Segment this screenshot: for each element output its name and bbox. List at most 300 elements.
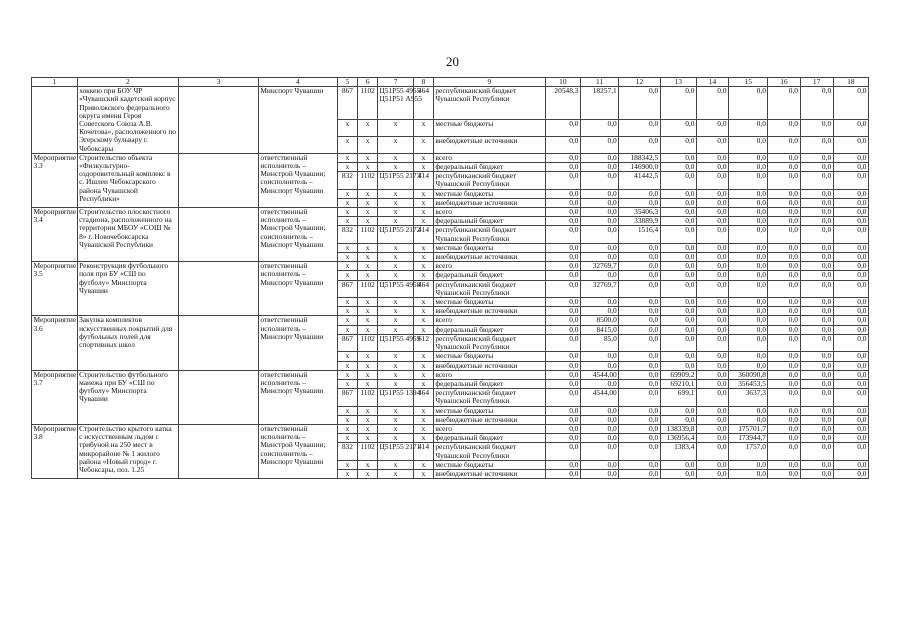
grbs-cell: x (337, 316, 358, 325)
amount-cell: 0,0 (729, 469, 768, 478)
expense-type-cell: x (414, 262, 434, 271)
amount-cell: 0,0 (660, 361, 696, 370)
amount-cell: 0,0 (619, 443, 660, 460)
amount-cell: 0,0 (619, 316, 660, 325)
grbs-cell: x (337, 370, 358, 379)
amount-cell: 0,0 (545, 262, 580, 271)
funding-source-cell: федеральный бюджет (433, 434, 545, 443)
funding-source-cell: местные бюджеты (433, 189, 545, 198)
expense-type-cell: x (414, 361, 434, 370)
section-cell: x (358, 406, 378, 415)
expense-type-cell: x (414, 307, 434, 316)
section-cell: x (358, 136, 378, 153)
amount-cell: 0,0 (619, 253, 660, 262)
funding-source-cell: внебюджетные источники (433, 307, 545, 316)
amount-cell: 0,0 (729, 406, 768, 415)
amount-cell: 0,0 (545, 136, 580, 153)
grbs-cell: x (337, 163, 358, 172)
amount-cell: 0,0 (619, 334, 660, 351)
funding-source-cell: местные бюджеты (433, 460, 545, 469)
amount-cell: 4544,00 (580, 370, 618, 379)
amount-cell: 0,0 (660, 189, 696, 198)
funding-source-cell: местные бюджеты (433, 119, 545, 136)
amount-cell: 0,0 (833, 163, 868, 172)
amount-cell: 0,0 (619, 280, 660, 297)
executor-cell: ответственный исполнитель – Минстрой Чувашии; соисполнитель – Минспорт Чувашии (258, 208, 337, 262)
amount-cell: 20548,3 (545, 87, 580, 119)
amount-cell: 0,0 (800, 280, 833, 297)
grbs-cell: x (337, 434, 358, 443)
amount-cell: 0,0 (545, 415, 580, 424)
section-cell: x (358, 262, 378, 271)
grbs-cell: 832 (337, 172, 358, 189)
amount-cell: 0,0 (545, 226, 580, 243)
amount-cell: 0,0 (729, 253, 768, 262)
amount-cell: 0,0 (768, 424, 800, 433)
target-article-cell: Ц51Р55 2171 (377, 443, 413, 460)
amount-cell: 0,0 (660, 217, 696, 226)
amount-cell: 0,0 (729, 163, 768, 172)
table-row (32, 87, 869, 119)
amount-cell: 0,0 (580, 163, 618, 172)
amount-cell: 0,0 (696, 280, 728, 297)
amount-cell: 0,0 (729, 352, 768, 361)
amount-cell: 32769,7 (580, 262, 618, 271)
table-body (32, 87, 869, 479)
amount-cell: 0,0 (660, 153, 696, 162)
expense-type-cell: x (414, 119, 434, 136)
amount-cell: 0,0 (660, 298, 696, 307)
section-cell: x (358, 208, 378, 217)
amount-cell: 0,0 (833, 198, 868, 207)
amount-cell: 0,0 (619, 189, 660, 198)
amount-cell: 0,0 (545, 406, 580, 415)
section-cell: x (358, 361, 378, 370)
amount-cell: 0,0 (545, 172, 580, 189)
funding-source-cell: республиканский бюджет Чувашской Республики (433, 172, 545, 189)
grbs-cell: x (337, 424, 358, 433)
amount-cell: 0,0 (800, 243, 833, 252)
amount-cell: 0,0 (545, 434, 580, 443)
expense-type-cell: x (414, 189, 434, 198)
amount-cell: 0,0 (833, 217, 868, 226)
amount-cell: 8500,0 (580, 316, 618, 325)
header-cell: 12 (619, 78, 660, 87)
amount-cell: 0,0 (545, 460, 580, 469)
amount-cell: 0,0 (580, 198, 618, 207)
grbs-cell: x (337, 460, 358, 469)
executor-cell: Минспорт Чувашии (258, 87, 337, 154)
amount-cell: 0,0 (768, 87, 800, 119)
target-article-cell: x (377, 253, 413, 262)
grbs-cell: x (337, 352, 358, 361)
amount-cell: 0,0 (833, 271, 868, 280)
amount-cell: 0,0 (545, 307, 580, 316)
amount-cell: 0,0 (545, 271, 580, 280)
amount-cell: 0,0 (660, 163, 696, 172)
section-cell: x (358, 370, 378, 379)
amount-cell: 0,0 (833, 119, 868, 136)
amount-cell: 0,0 (696, 271, 728, 280)
target-article-cell: Ц51Р55 2172 (377, 226, 413, 243)
amount-cell: 0,0 (580, 415, 618, 424)
amount-cell: 146900,0 (619, 163, 660, 172)
section-cell: x (358, 163, 378, 172)
amount-cell: 0,0 (545, 424, 580, 433)
target-article-cell: x (377, 361, 413, 370)
expense-type-cell: x (414, 406, 434, 415)
amount-cell: 0,0 (768, 389, 800, 406)
amount-cell: 0,0 (696, 325, 728, 334)
target-article-cell: x (377, 298, 413, 307)
section-cell: x (358, 271, 378, 280)
amount-cell: 0,0 (696, 424, 728, 433)
target-article-cell: x (377, 307, 413, 316)
grbs-cell: 832 (337, 443, 358, 460)
grbs-cell: x (337, 361, 358, 370)
amount-cell: 0,0 (800, 163, 833, 172)
measure-cell: Мероприятие 3.6 (32, 316, 78, 370)
amount-cell: 0,0 (545, 370, 580, 379)
amount-cell: 0,0 (660, 243, 696, 252)
header-cell: 1 (32, 78, 78, 87)
amount-cell: 0,0 (696, 198, 728, 207)
expense-type-cell: x (414, 136, 434, 153)
col3-cell (179, 208, 259, 262)
amount-cell: 0,0 (800, 189, 833, 198)
amount-cell: 0,0 (729, 298, 768, 307)
grbs-cell: x (337, 379, 358, 388)
measure-name-cell: Реконструкция футбольного поля при БУ «СШ по футболу» Минспорта Чувашии (77, 262, 179, 316)
amount-cell: 0,0 (580, 153, 618, 162)
amount-cell: 0,0 (580, 136, 618, 153)
amount-cell: 0,0 (729, 208, 768, 217)
measure-name-cell: Строительство объекта «Физкультурно-оздоровительный комплекс в с. Ишлеи Чебоксарского района Чувашской Республики» (77, 153, 179, 207)
amount-cell: 0,0 (833, 434, 868, 443)
amount-cell: 0,0 (768, 208, 800, 217)
amount-cell: 138339,8 (660, 424, 696, 433)
amount-cell: 0,0 (580, 307, 618, 316)
amount-cell: 0,0 (580, 379, 618, 388)
grbs-cell: x (337, 325, 358, 334)
amount-cell: 0,0 (660, 415, 696, 424)
header-cell: 2 (77, 78, 179, 87)
amount-cell: 0,0 (768, 415, 800, 424)
target-article-cell: x (377, 136, 413, 153)
funding-source-cell: всего (433, 153, 545, 162)
funding-source-cell: федеральный бюджет (433, 271, 545, 280)
amount-cell: 0,0 (800, 370, 833, 379)
col3-cell (179, 153, 259, 207)
amount-cell: 0,0 (768, 217, 800, 226)
amount-cell: 0,0 (833, 424, 868, 433)
amount-cell: 0,0 (833, 361, 868, 370)
amount-cell: 0,0 (833, 243, 868, 252)
amount-cell: 0,0 (660, 280, 696, 297)
header-cell: 6 (358, 78, 378, 87)
amount-cell: 0,0 (800, 262, 833, 271)
amount-cell: 0,0 (619, 415, 660, 424)
amount-cell: 0,0 (580, 253, 618, 262)
amount-cell: 0,0 (696, 119, 728, 136)
amount-cell: 0,0 (660, 253, 696, 262)
amount-cell: 0,0 (833, 298, 868, 307)
amount-cell: 0,0 (545, 119, 580, 136)
amount-cell: 0,0 (580, 243, 618, 252)
amount-cell: 0,0 (660, 226, 696, 243)
section-cell: x (358, 298, 378, 307)
amount-cell: 0,0 (729, 361, 768, 370)
amount-cell: 0,0 (660, 469, 696, 478)
target-article-cell: x (377, 469, 413, 478)
amount-cell: 0,0 (729, 226, 768, 243)
expense-type-cell: x (414, 460, 434, 469)
amount-cell: 0,0 (729, 262, 768, 271)
amount-cell: 0,0 (800, 298, 833, 307)
amount-cell: 0,0 (833, 370, 868, 379)
section-cell: x (358, 424, 378, 433)
amount-cell: 0,0 (545, 389, 580, 406)
target-article-cell: x (377, 243, 413, 252)
target-article-cell: x (377, 217, 413, 226)
amount-cell: 0,0 (696, 243, 728, 252)
amount-cell: 0,0 (768, 153, 800, 162)
grbs-cell: 867 (337, 280, 358, 297)
header-cell: 10 (545, 78, 580, 87)
amount-cell: 0,0 (833, 415, 868, 424)
target-article-cell: x (377, 460, 413, 469)
grbs-cell: x (337, 198, 358, 207)
expense-type-cell: 414 (414, 172, 434, 189)
section-cell: x (358, 189, 378, 198)
amount-cell: 0,0 (660, 208, 696, 217)
section-cell: x (358, 434, 378, 443)
expense-type-cell: x (414, 271, 434, 280)
amount-cell: 175701,7 (729, 424, 768, 433)
amount-cell: 0,0 (768, 136, 800, 153)
amount-cell: 0,0 (800, 460, 833, 469)
amount-cell: 0,0 (696, 389, 728, 406)
amount-cell: 0,0 (800, 434, 833, 443)
amount-cell: 0,0 (619, 87, 660, 119)
amount-cell: 356453,5 (729, 379, 768, 388)
amount-cell: 0,0 (800, 87, 833, 119)
amount-cell: 0,0 (545, 352, 580, 361)
funding-source-cell: республиканский бюджет Чувашской Республики (433, 334, 545, 351)
expense-type-cell: 414 (414, 226, 434, 243)
amount-cell: 0,0 (696, 87, 728, 119)
expense-type-cell: x (414, 415, 434, 424)
amount-cell: 0,0 (800, 226, 833, 243)
amount-cell: 0,0 (729, 271, 768, 280)
expense-type-cell: x (414, 163, 434, 172)
amount-cell: 0,0 (729, 172, 768, 189)
funding-source-cell: федеральный бюджет (433, 379, 545, 388)
amount-cell: 0,0 (545, 208, 580, 217)
amount-cell: 136956,4 (660, 434, 696, 443)
expense-type-cell: x (414, 434, 434, 443)
funding-source-cell: республиканский бюджет Чувашской Республики (433, 443, 545, 460)
amount-cell: 0,0 (696, 316, 728, 325)
section-cell: x (358, 253, 378, 262)
amount-cell: 0,0 (580, 226, 618, 243)
amount-cell: 0,0 (833, 87, 868, 119)
amount-cell: 0,0 (833, 136, 868, 153)
col3-cell (179, 87, 259, 154)
amount-cell: 0,0 (580, 469, 618, 478)
amount-cell: 0,0 (800, 119, 833, 136)
measure-name-cell: Закупка комплектов искусственных покрытий для футбольных полей для спортивных школ (77, 316, 179, 370)
amount-cell: 0,0 (768, 361, 800, 370)
amount-cell: 0,0 (545, 379, 580, 388)
amount-cell: 360090,8 (729, 370, 768, 379)
amount-cell: 0,0 (660, 198, 696, 207)
amount-cell: 0,0 (580, 119, 618, 136)
amount-cell: 0,0 (619, 198, 660, 207)
amount-cell: 0,0 (768, 271, 800, 280)
amount-cell: 0,0 (833, 443, 868, 460)
amount-cell: 0,0 (696, 163, 728, 172)
amount-cell: 0,0 (696, 217, 728, 226)
amount-cell: 0,0 (696, 262, 728, 271)
amount-cell: 8415,0 (580, 325, 618, 334)
amount-cell: 0,0 (696, 469, 728, 478)
amount-cell: 0,0 (660, 119, 696, 136)
amount-cell: 0,0 (800, 198, 833, 207)
col3-cell (179, 316, 259, 370)
amount-cell: 0,0 (619, 469, 660, 478)
expense-type-cell: x (414, 198, 434, 207)
amount-cell: 0,0 (768, 406, 800, 415)
amount-cell: 0,0 (660, 460, 696, 469)
section-cell: 1102 (358, 87, 378, 119)
target-article-cell: x (377, 379, 413, 388)
funding-source-cell: внебюджетные источники (433, 198, 545, 207)
amount-cell: 0,0 (696, 434, 728, 443)
target-article-cell: x (377, 163, 413, 172)
amount-cell: 0,0 (580, 434, 618, 443)
funding-source-cell: республиканский бюджет Чувашской Республики (433, 226, 545, 243)
grbs-cell: x (337, 253, 358, 262)
amount-cell: 0,0 (619, 361, 660, 370)
amount-cell: 0,0 (800, 271, 833, 280)
amount-cell: 0,0 (768, 334, 800, 351)
amount-cell: 0,0 (800, 469, 833, 478)
expense-type-cell: 464 (414, 87, 434, 119)
amount-cell: 0,0 (768, 262, 800, 271)
grbs-cell: x (337, 119, 358, 136)
amount-cell: 18257,1 (580, 87, 618, 119)
header-cell: 9 (433, 78, 545, 87)
amount-cell: 0,0 (768, 298, 800, 307)
amount-cell: 0,0 (696, 172, 728, 189)
amount-cell: 0,0 (619, 434, 660, 443)
amount-cell: 0,0 (768, 370, 800, 379)
amount-cell: 0,0 (580, 406, 618, 415)
amount-cell: 0,0 (619, 325, 660, 334)
funding-source-cell: всего (433, 316, 545, 325)
amount-cell: 0,0 (800, 316, 833, 325)
expense-type-cell: 464 (414, 280, 434, 297)
amount-cell: 0,0 (545, 469, 580, 478)
amount-cell: 0,0 (800, 153, 833, 162)
amount-cell: 0,0 (696, 443, 728, 460)
amount-cell: 0,0 (619, 370, 660, 379)
amount-cell: 0,0 (833, 208, 868, 217)
header-cell: 17 (800, 78, 833, 87)
section-cell: x (358, 217, 378, 226)
amount-cell: 0,0 (696, 352, 728, 361)
amount-cell: 0,0 (800, 406, 833, 415)
amount-cell: 0,0 (580, 189, 618, 198)
amount-cell: 0,0 (800, 136, 833, 153)
amount-cell: 0,0 (580, 361, 618, 370)
amount-cell: 0,0 (800, 208, 833, 217)
expense-type-cell: 414 (414, 443, 434, 460)
amount-cell: 0,0 (545, 198, 580, 207)
target-article-cell: x (377, 415, 413, 424)
expense-type-cell: 612 (414, 334, 434, 351)
amount-cell: 0,0 (800, 361, 833, 370)
amount-cell: 0,0 (768, 243, 800, 252)
funding-source-cell: всего (433, 370, 545, 379)
amount-cell: 0,0 (768, 198, 800, 207)
section-cell: 1102 (358, 443, 378, 460)
section-cell: x (358, 352, 378, 361)
amount-cell: 173944,7 (729, 434, 768, 443)
amount-cell: 0,0 (580, 217, 618, 226)
amount-cell: 0,0 (729, 153, 768, 162)
amount-cell: 0,0 (619, 406, 660, 415)
funding-source-cell: всего (433, 262, 545, 271)
measure-cell: Мероприятие 3.5 (32, 262, 78, 316)
col3-cell (179, 424, 259, 478)
amount-cell: 0,0 (580, 208, 618, 217)
amount-cell: 0,0 (545, 443, 580, 460)
target-article-cell: Ц51Р55 2173 (377, 172, 413, 189)
expense-type-cell: x (414, 316, 434, 325)
amount-cell: 0,0 (800, 307, 833, 316)
header-cell: 13 (660, 78, 696, 87)
amount-cell: 0,0 (833, 460, 868, 469)
measure-name-cell: Строительство футбольного манежа при БУ «СШ по футболу» Минспорта Чувашии (77, 370, 179, 424)
amount-cell: 0,0 (696, 307, 728, 316)
header-cell: 15 (729, 78, 768, 87)
grbs-cell: x (337, 307, 358, 316)
amount-cell: 0,0 (833, 469, 868, 478)
col3-cell (179, 262, 259, 316)
expense-type-cell: x (414, 424, 434, 433)
amount-cell: 0,0 (696, 136, 728, 153)
executor-cell: ответственный исполнитель – Минспорт Чувашии (258, 262, 337, 316)
header-cell: 8 (414, 78, 434, 87)
section-cell: 1102 (358, 172, 378, 189)
amount-cell: 0,0 (729, 316, 768, 325)
amount-cell: 0,0 (696, 415, 728, 424)
amount-cell: 0,0 (545, 361, 580, 370)
amount-cell: 0,0 (696, 298, 728, 307)
target-article-cell: x (377, 352, 413, 361)
amount-cell: 0,0 (545, 189, 580, 198)
amount-cell: 0,0 (580, 271, 618, 280)
section-cell: x (358, 307, 378, 316)
amount-cell: 0,0 (696, 370, 728, 379)
amount-cell: 85,0 (580, 334, 618, 351)
amount-cell: 0,0 (800, 424, 833, 433)
amount-cell: 35406,3 (619, 208, 660, 217)
expense-type-cell: x (414, 352, 434, 361)
grbs-cell: x (337, 262, 358, 271)
